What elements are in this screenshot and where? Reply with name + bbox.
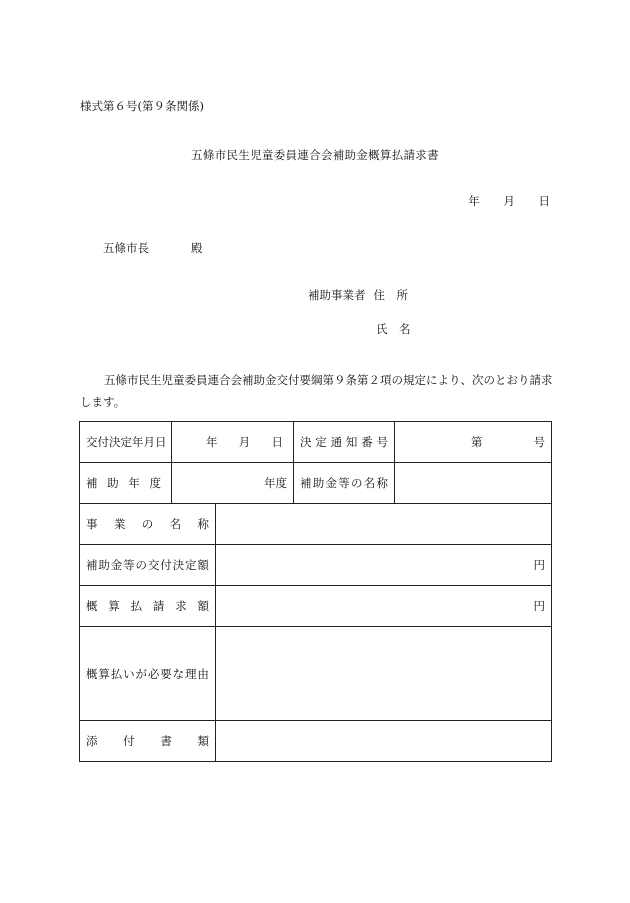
label-char: 事: [86, 517, 98, 531]
label-char: 払: [130, 599, 143, 613]
label-char: 算: [98, 666, 110, 681]
label-char: 定: [185, 558, 197, 572]
label-char: 日: [155, 435, 167, 449]
label-char: 付: [123, 734, 135, 748]
label-char: 名: [169, 517, 182, 531]
label-char: 由: [197, 666, 209, 681]
label-char: が: [135, 666, 147, 681]
label-char: 称: [197, 517, 209, 531]
label-char: 添: [86, 734, 98, 748]
label-char: 等: [123, 558, 135, 572]
label-char: の: [135, 558, 147, 572]
label-char: 類: [197, 734, 209, 748]
table-row: [80, 422, 552, 463]
notice-go: 号: [533, 435, 545, 449]
label-char: 請: [152, 599, 165, 613]
notice-number-value[interactable]: [395, 422, 552, 463]
project-name-value[interactable]: [216, 504, 552, 545]
label-char: 年: [128, 476, 140, 490]
label-char: 額: [197, 558, 209, 572]
label-char: 必: [147, 666, 160, 681]
label-char: 助: [98, 558, 110, 572]
label-char: 付: [160, 558, 172, 572]
body-text: 五條市民生児童委員連合会補助金交付要綱第９条第２項の規定により、次のとおり請求します。: [80, 373, 553, 409]
subsidy-name-value[interactable]: [395, 463, 552, 504]
reason-value[interactable]: [216, 627, 552, 721]
label-char: の: [351, 476, 363, 490]
table-row: [80, 545, 552, 586]
decided-amount-label: [80, 545, 216, 586]
label-char: 要: [160, 666, 172, 681]
estimated-amount-value[interactable]: [216, 586, 552, 627]
project-name-label: [80, 504, 216, 545]
label-char: 理: [185, 666, 197, 681]
label-char: 称: [376, 476, 388, 490]
form-number: 様式第６号(第９条関係): [80, 99, 204, 113]
label-char: 払: [110, 666, 123, 681]
label-char: 年: [132, 435, 144, 449]
decision-day: 日: [271, 435, 283, 449]
applicant-address-line: [308, 287, 408, 303]
decision-date-label: [80, 422, 172, 463]
label-char: 定: [120, 435, 132, 449]
label-char: 概: [86, 599, 98, 613]
fiscal-year-value[interactable]: [172, 463, 294, 504]
label-char: の: [141, 517, 154, 531]
label-char: 交: [86, 435, 98, 449]
date-year: 年: [468, 194, 480, 208]
label-char: 通: [330, 435, 343, 449]
label-char: 書: [160, 734, 172, 748]
label-char: 決: [300, 435, 312, 449]
applicant-name-label: 氏 名: [376, 322, 411, 336]
document-title: 五條市民生児童委員連合会補助金概算払請求書: [191, 148, 439, 162]
label-char: 金: [325, 476, 337, 490]
label-char: 交: [147, 558, 160, 572]
label-char: い: [123, 666, 135, 681]
addressee-name: 五條市長: [103, 241, 149, 255]
decision-date-value[interactable]: [172, 422, 294, 463]
yen-unit: 円: [533, 599, 545, 613]
addressee: [103, 240, 203, 256]
request-date: [448, 193, 550, 209]
attachments-label: [80, 721, 216, 762]
label-char: 付: [97, 435, 109, 449]
label-char: 番: [361, 435, 373, 449]
notice-dai: 第: [471, 435, 483, 449]
reason-label: [80, 627, 216, 721]
label-char: 定: [315, 435, 327, 449]
request-form-table: [79, 421, 552, 762]
label-char: な: [172, 666, 185, 681]
label-char: 号: [376, 435, 388, 449]
label-char: 求: [175, 599, 187, 613]
decision-month: 月: [238, 435, 251, 449]
table-row: [80, 586, 552, 627]
label-char: 月: [143, 435, 155, 449]
label-char: 知: [345, 435, 358, 449]
label-char: 額: [197, 599, 209, 613]
label-char: 補: [86, 476, 98, 490]
attachments-value[interactable]: [216, 721, 552, 762]
date-month: 月: [503, 194, 515, 208]
label-char: 助: [312, 476, 325, 490]
decided-amount-value[interactable]: [216, 545, 552, 586]
label-char: 補: [86, 558, 98, 572]
label-char: 業: [113, 517, 126, 531]
label-char: 決: [109, 435, 121, 449]
label-char: 助: [107, 476, 119, 490]
date-day: 日: [538, 194, 550, 208]
label-char: 概: [86, 666, 98, 681]
label-char: 名: [363, 476, 376, 490]
label-char: 金: [110, 558, 123, 572]
fiscal-year-label: [80, 463, 172, 504]
label-char: 等: [338, 476, 350, 490]
address-label: 住 所: [373, 288, 408, 302]
notice-number-label: [294, 422, 395, 463]
subsidy-name-label: [294, 463, 395, 504]
addressee-honorific: 殿: [191, 241, 203, 255]
table-row: [80, 463, 552, 504]
label-char: 算: [108, 599, 120, 613]
applicant-role: 補助事業者: [308, 288, 366, 302]
decision-year: 年: [206, 435, 218, 449]
label-char: 度: [149, 476, 161, 490]
label-char: 補: [300, 476, 312, 490]
table-row: [80, 504, 552, 545]
yen-unit: 円: [533, 558, 545, 572]
table-row: [80, 627, 552, 721]
estimated-amount-label: [80, 586, 216, 627]
fiscal-year-unit: 年度: [264, 476, 287, 490]
table-row: [80, 721, 552, 762]
label-char: 決: [172, 558, 185, 572]
